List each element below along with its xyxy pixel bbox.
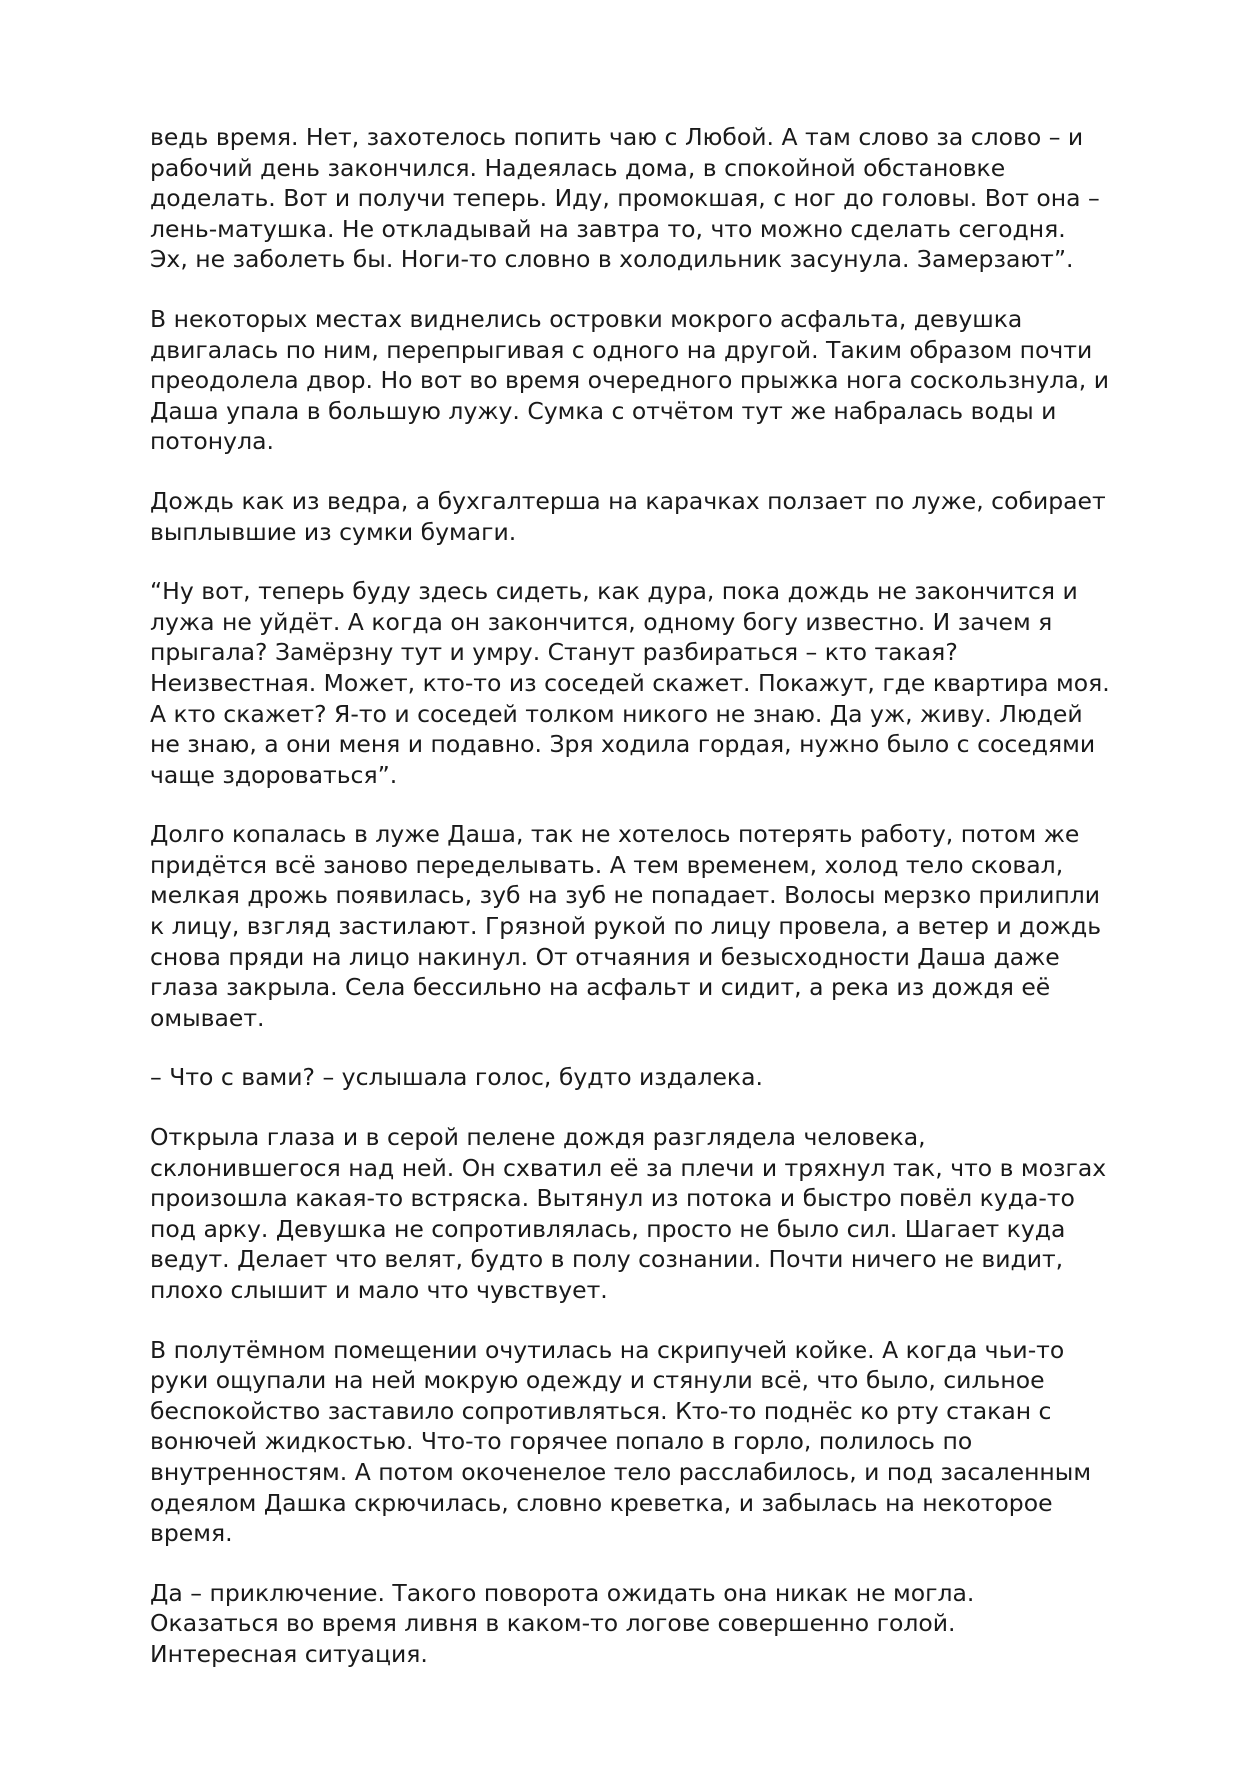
paragraph: Да – приключение. Такого поворота ожидать она никак не могла. Оказаться во время ливня в каком-то логове совершенно голой. Интересная ситуация. <box>150 1578 975 1668</box>
paragraph: Дождь как из ведра, а бухгалтерша на карачках ползает по луже, собирает выплывшие из сумки бумаги. <box>150 486 1106 546</box>
paragraph: Открыла глаза и в серой пелене дождя разглядела человека, склонившегося над ней. Он схватил её за плечи и тряхнул так, что в мозгах произошла какая-то встряска. Вытянул из потока и быстро повёл куда-то под арку. Девушка не сопротивлялась, просто не было сил. Шагает куда ведут. Делает что велят, будто в полу сознании. Почти ничего не видит, плохо слышит и мало что чувствует. <box>150 1123 1107 1304</box>
paragraph: В полутёмном помещении очутилась на скрипучей койке. А когда чьи-то руки ощупали на ней мокрую одежду и стянули всё, что было, сильное беспокойство заставило сопротивляться. Кто-то поднёс ко рту стакан с вонючей жидкостью. Что-то горячее попало в горло, полилось по внутренностям. А потом окоченелое тело расслабилось, и под засаленным одеялом Дашка скрючилась, словно креветка, и забылась на некоторое время. <box>150 1335 1092 1548</box>
paragraph: ведь время. Нет, захотелось попить чаю с Любой. А там слово за слово – и рабочий день закончился. Надеялась дома, в спокойной обстановке доделать. Вот и получи теперь. Иду, промокшая, с ног до головы. Вот она – лень-матушка. Не откладывай на завтра то, что можно сделать сегодня. Эх, не заболеть бы. Ноги-то словно в холодильник засунула. Замерзают”. <box>150 123 1100 274</box>
document-body <box>150 122 1110 1699</box>
paragraph: – Что с вами? – услышала голос, будто издалека. <box>150 1063 763 1092</box>
paragraph: “Ну вот, теперь буду здесь сидеть, как дура, пока дождь не закончится и лужа не уйдёт. А когда он закончится, одному богу известно. И зачем я прыгала? Замёрзну тут и умру. Станут разбираться – кто такая? Неизвестная. Может, кто-то из соседей скажет. Покажут, где квартира моя. А кто скажет? Я-то и соседей толком никого не знаю. Да уж, живу. Людей не знаю, а они меня и подавно. Зря ходила гордая, нужно было с соседями чаще здороваться”. <box>150 577 1110 789</box>
paragraph: В некоторых местах виднелись островки мокрого асфальта, девушка двигалась по ним, перепрыгивая с одного на другой. Таким образом почти преодолела двор. Но вот во время очередного прыжка нога соскользнула, и Даша упала в большую лужу. Сумка с отчётом тут же набралась воды и потонула. <box>150 304 1109 456</box>
paragraph: Долго копалась в луже Даша, так не хотелось потерять работу, потом же придётся всё заново переделывать. А тем временем, холод тело сковал, мелкая дрожь появилась, зуб на зуб не попадает. Волосы мерзко прилипли к лицу, взгляд застилают. Грязной рукой по лицу провела, а ветер и дождь снова пряди на лицо накинул. От отчаяния и безысходности Даша даже глаза закрыла. Села бессильно на асфальт и сидит, а река из дождя её омывает. <box>150 820 1102 1032</box>
